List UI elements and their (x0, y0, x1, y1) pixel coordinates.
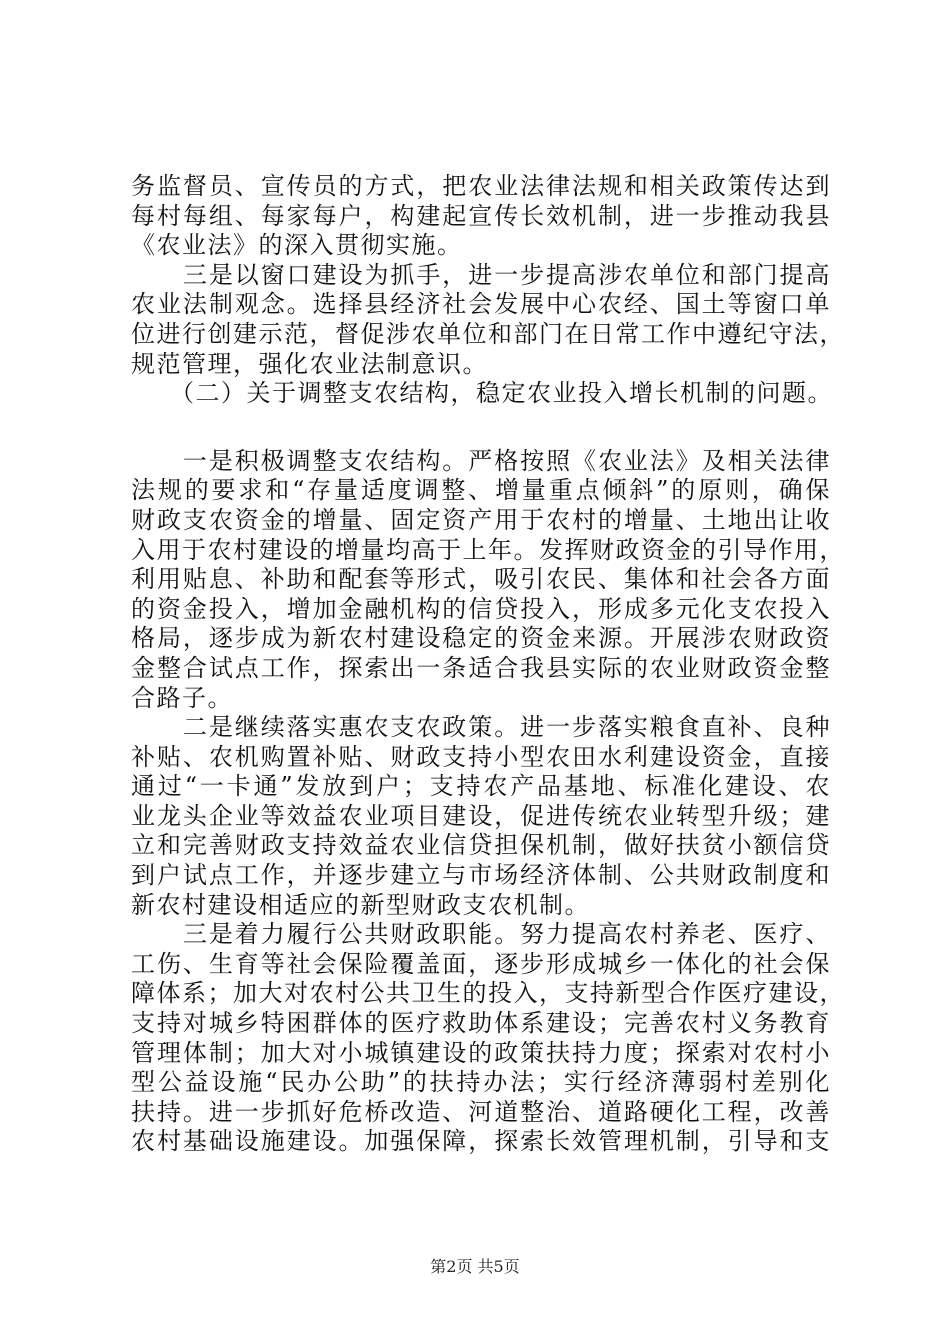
text-line: 每村每组、每家每户，构建起宣传长效机制，进一步推动我县 (131, 201, 831, 230)
text-line: 补贴、农机购置补贴、财政支持小型农田水利建设资金，直接 (131, 742, 831, 771)
text-line: 利用贴息、补助和配套等形式，吸引农民、集体和社会各方面 (131, 565, 831, 594)
text-line: 三是着力履行公共财政职能。努力提高农村养老、医疗、 (131, 920, 831, 949)
text-line: 格局，逐步成为新农村建设稳定的资金来源。开展涉农财政资 (131, 624, 831, 653)
text-line: 的资金投入，增加金融机构的信贷投入，形成多元化支农投入 (131, 594, 831, 623)
text-line: 入用于农村建设的增量均高于上年。发挥财政资金的引导作用， (131, 535, 845, 564)
text-line: 工伤、生育等社会保险覆盖面，逐步形成城乡一体化的社会保 (131, 949, 831, 978)
text-line: 位进行创建示范，督促涉农单位和部门在日常工作中遵纪守法， (131, 319, 845, 348)
body-text (131, 172, 845, 1157)
text-line: 一是积极调整支农结构。严格按照《农业法》及相关法律 (131, 446, 831, 475)
text-line: 新农村建设相适应的新型财政支农机制。 (131, 890, 590, 919)
text-line: 二是继续落实惠农支农政策。进一步落实粮食直补、良种 (131, 713, 831, 742)
paragraph-gap (131, 409, 831, 447)
text-line: 障体系；加大对农村公共卫生的投入，支持新型合作医疗建设， (131, 979, 845, 1008)
text-line: 农村基础设施建设。加强保障，探索长效管理机制，引导和支 (131, 1127, 831, 1156)
text-line: 农业法制观念。选择县经济社会发展中心农经、国土等窗口单 (131, 290, 831, 319)
text-line: 支持对城乡特困群体的医疗救助体系建设；完善农村义务教育 (131, 1009, 831, 1038)
text-line: 《农业法》的深入贯彻实施。 (131, 231, 463, 260)
text-line: 型公益设施“民办公助”的扶持办法；实行经济薄弱村差别化 (131, 1068, 831, 1097)
text-line: 合路子。 (131, 683, 233, 712)
section-heading: （二）关于调整支农结构，稳定农业投入增长机制的问题。 (131, 379, 833, 408)
text-line: 立和完善财政支持效益农业信贷担保机制，做好扶贫小额信贷 (131, 831, 831, 860)
text-line: 扶持。进一步抓好危桥改造、河道整治、道路硬化工程，改善 (131, 1097, 831, 1126)
text-line: 务监督员、宣传员的方式，把农业法律法规和相关政策传达到 (131, 172, 831, 200)
text-line: 三是以窗口建设为抓手，进一步提高涉农单位和部门提高 (131, 260, 831, 289)
text-line: 金整合试点工作，探索出一条适合我县实际的农业财政资金整 (131, 653, 831, 682)
text-line: 财政支农资金的增量、固定资产用于农村的增量、土地出让收 (131, 505, 831, 534)
text-line: 法规的要求和“存量适度调整、增量重点倾斜”的原则，确保 (131, 476, 831, 505)
page-footer: 第2页 共5页 (430, 1257, 520, 1276)
text-line: 管理体制；加大对小城镇建设的政策扶持力度；探索对农村小 (131, 1038, 831, 1067)
text-line: 到户试点工作，并逐步建立与市场经济体制、公共财政制度和 (131, 861, 831, 890)
text-line: 业龙头企业等效益农业项目建设，促进传统农业转型升级；建 (131, 801, 831, 830)
text-line: 规范管理，强化农业法制意识。 (131, 349, 488, 378)
text-line: 通过“一卡通”发放到户；支持农产品基地、标准化建设、农 (131, 772, 831, 801)
